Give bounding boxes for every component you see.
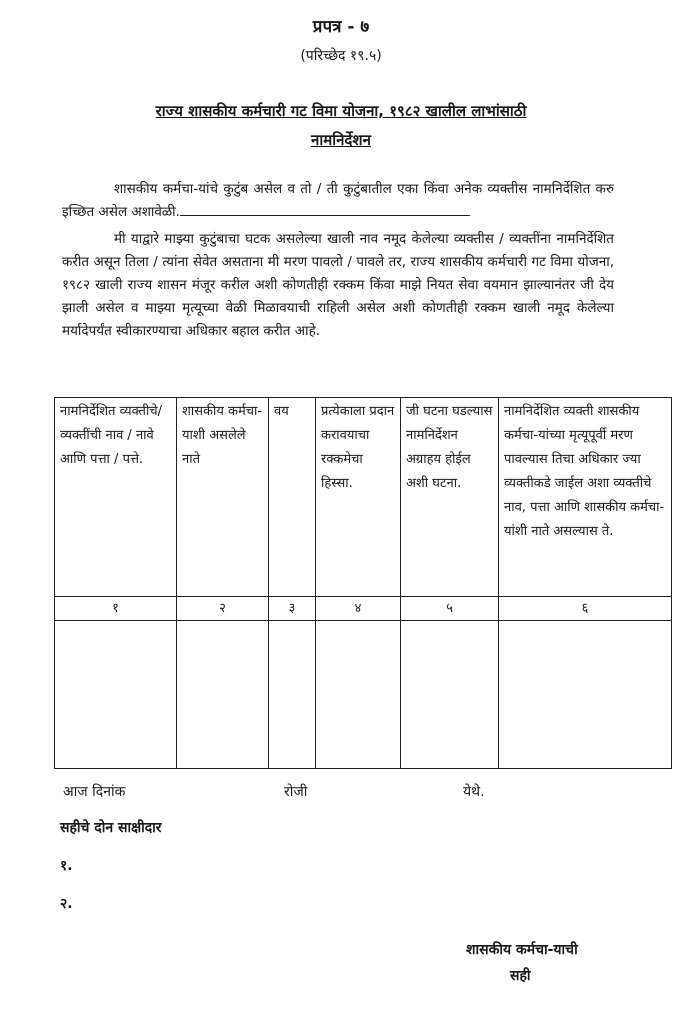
intro-paragraph: [62, 178, 614, 224]
entry-cell[interactable]: [316, 621, 401, 769]
witness-2-label: २.: [60, 896, 73, 912]
table-header-cell: नामनिर्देशित व्यक्ती शासकीय कर्मचा-यांच्या मृत्यूपूर्वी मरण पावल्यास तिचा अधिकार ज्या व्यक्तीकडे जाईल अशा व्यक्तीचे नाव, पत्ता आणि शासकीय कर्मचा-यांशी नाते असल्यास ते.: [499, 398, 672, 597]
column-number: ६: [499, 597, 672, 621]
entry-cell[interactable]: [499, 621, 672, 769]
table-header-row: [55, 398, 672, 597]
witness-title: सहीचे दोन साक्षीदार: [60, 820, 162, 836]
day-label: रोजी: [284, 784, 308, 800]
entry-cell[interactable]: [269, 621, 316, 769]
column-number: ४: [316, 597, 401, 621]
main-subtitle: नामनिर्देशन: [311, 131, 371, 149]
fill-in-blank-line: [180, 201, 470, 216]
signature-sub-label: सही: [510, 968, 531, 984]
place-label: येथे.: [463, 784, 485, 800]
column-number: १: [55, 597, 177, 621]
column-number: ३: [269, 597, 316, 621]
nomination-paragraph-text: मी याद्वारे माझ्या कुटुंबाचा घटक असलेल्या खाली नाव नमूद केलेल्या व्यक्तीस / व्यक्तींना नामनिर्देशित करीत असून तिला / त्यांना सेवेत असताना मी मरण पावलो / पावले तर, राज्य शासकीय कर्मचारी गट विमा योजना, १९८२ खाली राज्य शासन मंजूर करील अशी कोणतीही रक्कम किंवा माझे नियत सेवा वयमान झाल्यानंतर जी देय झाली असेल व माझ्या मृत्यूच्या वेळी मिळावयाची राहिली असेल अशी कोणतीही रक्कम खाली नमूद केलेल्या मर्यादेपर्यंत स्वीकारण्याचा अधिकार बहाल करीत आहे.: [62, 231, 614, 339]
entry-cell[interactable]: [401, 621, 499, 769]
table-header-cell: जी घटना घडल्यास नामनिर्देशन अग्राहय होईल अशी घटना.: [401, 398, 499, 597]
entry-cell[interactable]: [55, 621, 177, 769]
table-entry-row: [55, 621, 672, 769]
intro-paragraph-text: शासकीय कर्मचा-यांचे कुटुंब असेल व तो / ती कुटुंबातील एका किंवा अनेक व्यक्तीस नामनिर्देशित करु इच्छित असेल अशावेळी.: [62, 181, 614, 220]
nomination-paragraph: [62, 228, 614, 343]
table-number-row: [55, 597, 672, 621]
main-title: राज्य शासकीय कर्मचारी गट विमा योजना, १९८२ खालील लाभांसाठी: [155, 102, 527, 120]
witness-1-label: १.: [60, 858, 73, 874]
form-reference: (परिच्छेद १९.५): [300, 48, 382, 64]
entry-cell[interactable]: [177, 621, 269, 769]
form-title: प्रपत्र - ७: [312, 17, 370, 37]
table-header-cell: प्रत्येकाला प्रदान करावयाचा रक्कमेचा हिस्सा.: [316, 398, 401, 597]
column-number: २: [177, 597, 269, 621]
column-number: ५: [401, 597, 499, 621]
table-header-cell: नामनिर्देशित व्यक्तीचे/व्यक्तींची नाव / नावे आणि पत्ता / पत्ते.: [55, 398, 177, 597]
nomination-table: [54, 397, 672, 769]
signature-label: शासकीय कर्मचा-याची: [466, 942, 578, 958]
table-header-cell: वय: [269, 398, 316, 597]
table-header-cell: शासकीय कर्मचा-याशी असलेले नाते: [177, 398, 269, 597]
date-label: आज दिनांक: [63, 784, 126, 800]
